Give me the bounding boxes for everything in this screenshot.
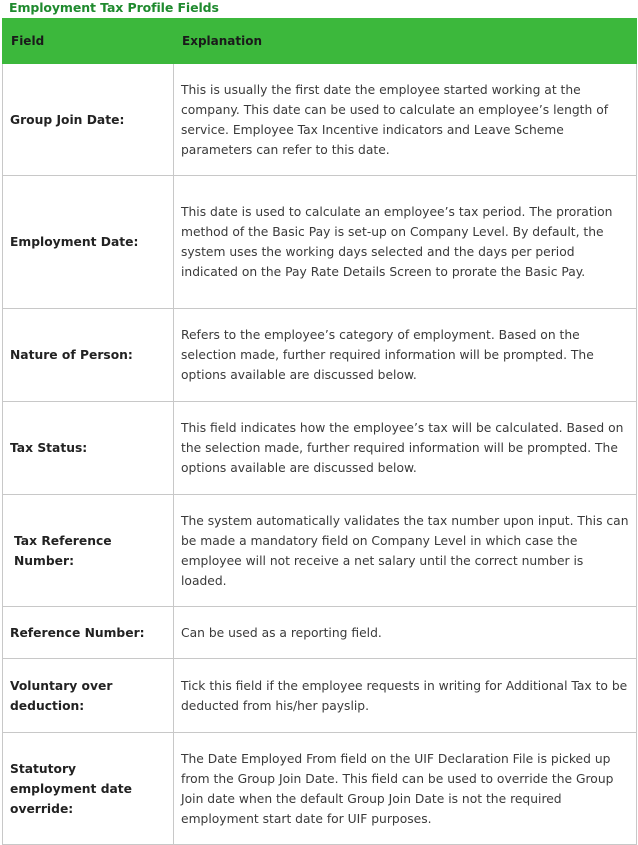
field-cell: Nature of Person:	[3, 309, 174, 402]
explanation-cell: This field indicates how the employee’s tax will be calculated. Based on the selection made, further required information will be prompted. The options available are discussed below.	[174, 402, 637, 495]
field-cell: Group Join Date:	[3, 64, 174, 176]
field-cell: Reference Number:	[3, 607, 174, 659]
explanation-cell: Can be used as a reporting field.	[174, 607, 637, 659]
explanation-cell: The system automatically validates the tax number upon input. This can be made a mandatory field on Company Level in which case the employee will not receive a net salary until the correct number is loaded.	[174, 495, 637, 607]
table-row	[3, 402, 637, 495]
table-row	[3, 495, 637, 607]
table-row	[3, 176, 637, 309]
explanation-cell: Tick this field if the employee requests in writing for Additional Tax to be deducted from his/her payslip.	[174, 659, 637, 733]
table-row	[3, 659, 637, 733]
field-cell: Tax Status:	[3, 402, 174, 495]
tax-profile-fields-table	[2, 18, 637, 845]
field-cell: Employment Date:	[3, 176, 174, 309]
explanation-cell: This is usually the first date the employee started working at the company. This date can be used to calculate an employee’s length of service. Employee Tax Incentive indicators and Leave Scheme parameters can refer to this date.	[174, 64, 637, 176]
field-cell: Tax Reference Number:	[3, 495, 174, 607]
field-cell: Voluntary over deduction:	[3, 659, 174, 733]
column-header-explanation: Explanation	[174, 19, 637, 64]
explanation-cell: The Date Employed From field on the UIF Declaration File is picked up from the Group Join Date. This field can be used to override the Group Join date when the default Group Join Date is not the required employment start date for UIF purposes.	[174, 733, 637, 845]
page-title: Employment Tax Profile Fields	[9, 0, 219, 15]
column-header-field: Field	[3, 19, 174, 64]
explanation-cell: This date is used to calculate an employee’s tax period. The proration method of the Basic Pay is set-up on Company Level. By default, the system uses the working days selected and the days per period indicated on the Pay Rate Details Screen to prorate the Basic Pay.	[174, 176, 637, 309]
explanation-cell: Refers to the employee’s category of employment. Based on the selection made, further required information will be prompted. The options available are discussed below.	[174, 309, 637, 402]
table-row	[3, 309, 637, 402]
table-row	[3, 607, 637, 659]
table-header-row	[3, 19, 637, 64]
field-cell: Statutory employment date override:	[3, 733, 174, 845]
table-row	[3, 733, 637, 845]
table-row	[3, 64, 637, 176]
